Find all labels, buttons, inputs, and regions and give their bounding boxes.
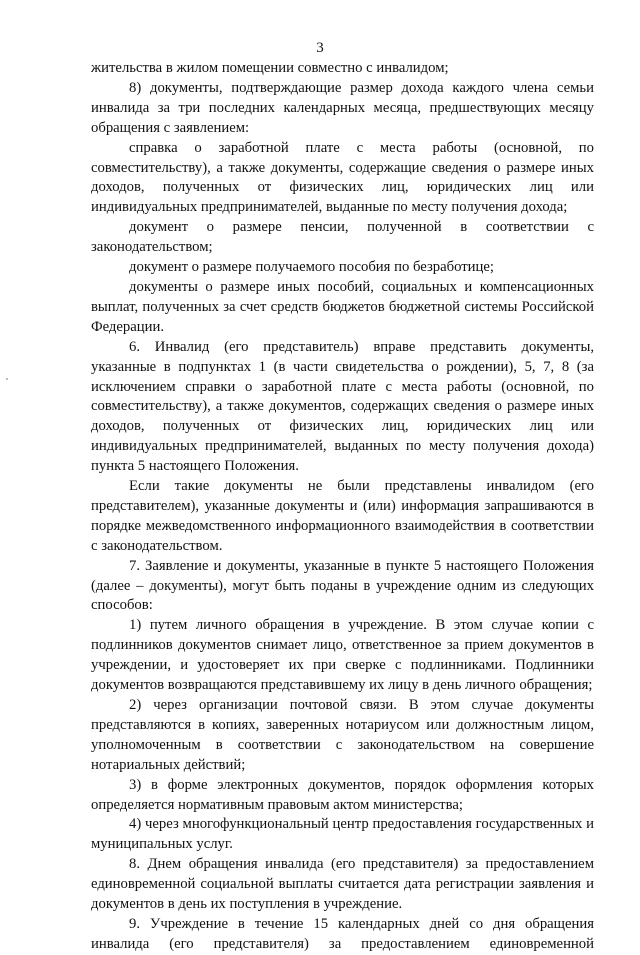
paragraph: 8) документы, подтверждающие размер дохода каждого члена семьи инвалида за три последних календарных месяца, предшествующих месяцу обращения с заявлением: <box>91 79 594 136</box>
paragraph: 3) в форме электронных документов, порядок оформления которых определяется нормативным правовым актом министерства; <box>91 776 594 813</box>
paragraph: 2) через организации почтовой связи. В этом случае документы представляются в копиях, заверенных нотариусом или должностным лицом, уполномоченным в соответствии с законодательством на совершение нотариальных действий; <box>91 697 594 773</box>
document-body <box>91 59 594 955</box>
page-number: 3 <box>316 40 324 56</box>
paragraph: 9. Учреждение в течение 15 календарных дней со дня обращения инвалида (его представителя) за предоставлением единовременной <box>91 915 594 952</box>
paragraph: жительства в жилом помещении совместно с инвалидом; <box>91 60 449 76</box>
paragraph: справка о заработной плате с места работы (основной, по совместительству), а также документы, содержащие сведения о размере иных доходов, полученных от физических лиц, юридических лиц или индивидуальных предпринимателей, выданные по месту получения дохода; <box>91 139 594 216</box>
paragraph: документы о размере иных пособий, социальных и компенсационных выплат, полученных за счет средств бюджетов бюджетной системы Российской Федерации. <box>91 278 594 335</box>
paragraph: 6. Инвалид (его представитель) вправе представить документы, указанные в подпунктах 1 (в части свидетельства о рождении), 5, 7, 8 (за исключением справки о заработной плате с места работы (основной, по совместительству), а также документов, содержащих сведения о размере иных доходов, полученных от физических лиц, юридических лиц или индивидуальных предпринимателей, выданных по месту получения дохода) пункта 5 настоящего Положения. <box>91 338 594 475</box>
paragraph: 7. Заявление и документы, указанные в пункте 5 настоящего Положения (далее – документы), могут быть поданы в учреждение одним из следующих способов: <box>91 557 594 614</box>
scan-speck <box>6 378 8 380</box>
paragraph: 4) через многофункциональный центр предоставления государственных и муниципальных услуг. <box>91 816 594 853</box>
paragraph: документ о размере получаемого пособия по безработице; <box>129 259 494 276</box>
paragraph: 1) путем личного обращения в учреждение. В этом случае копии с подлинников документов снимает лицо, ответственное за прием документов в учреждении, и удостоверяет их при сверке с подлинниками. Подлинники документов возвращаются представившему их лицу в день личного обращения; <box>91 617 594 694</box>
paragraph: документ о размере пенсии, полученной в соответствии с законодательством; <box>91 219 594 256</box>
paragraph: Если такие документы не были представлены инвалидом (его представителем), указанные документы и (или) информация запрашиваются в порядке межведомственного информационного взаимодействия в соответствии с законодательством. <box>91 478 594 554</box>
paragraph: 8. Днем обращения инвалида (его представителя) за предоставлением единовременной социальной выплаты считается дата регистрации заявления и документов в день их поступления в учреждение. <box>91 856 594 913</box>
